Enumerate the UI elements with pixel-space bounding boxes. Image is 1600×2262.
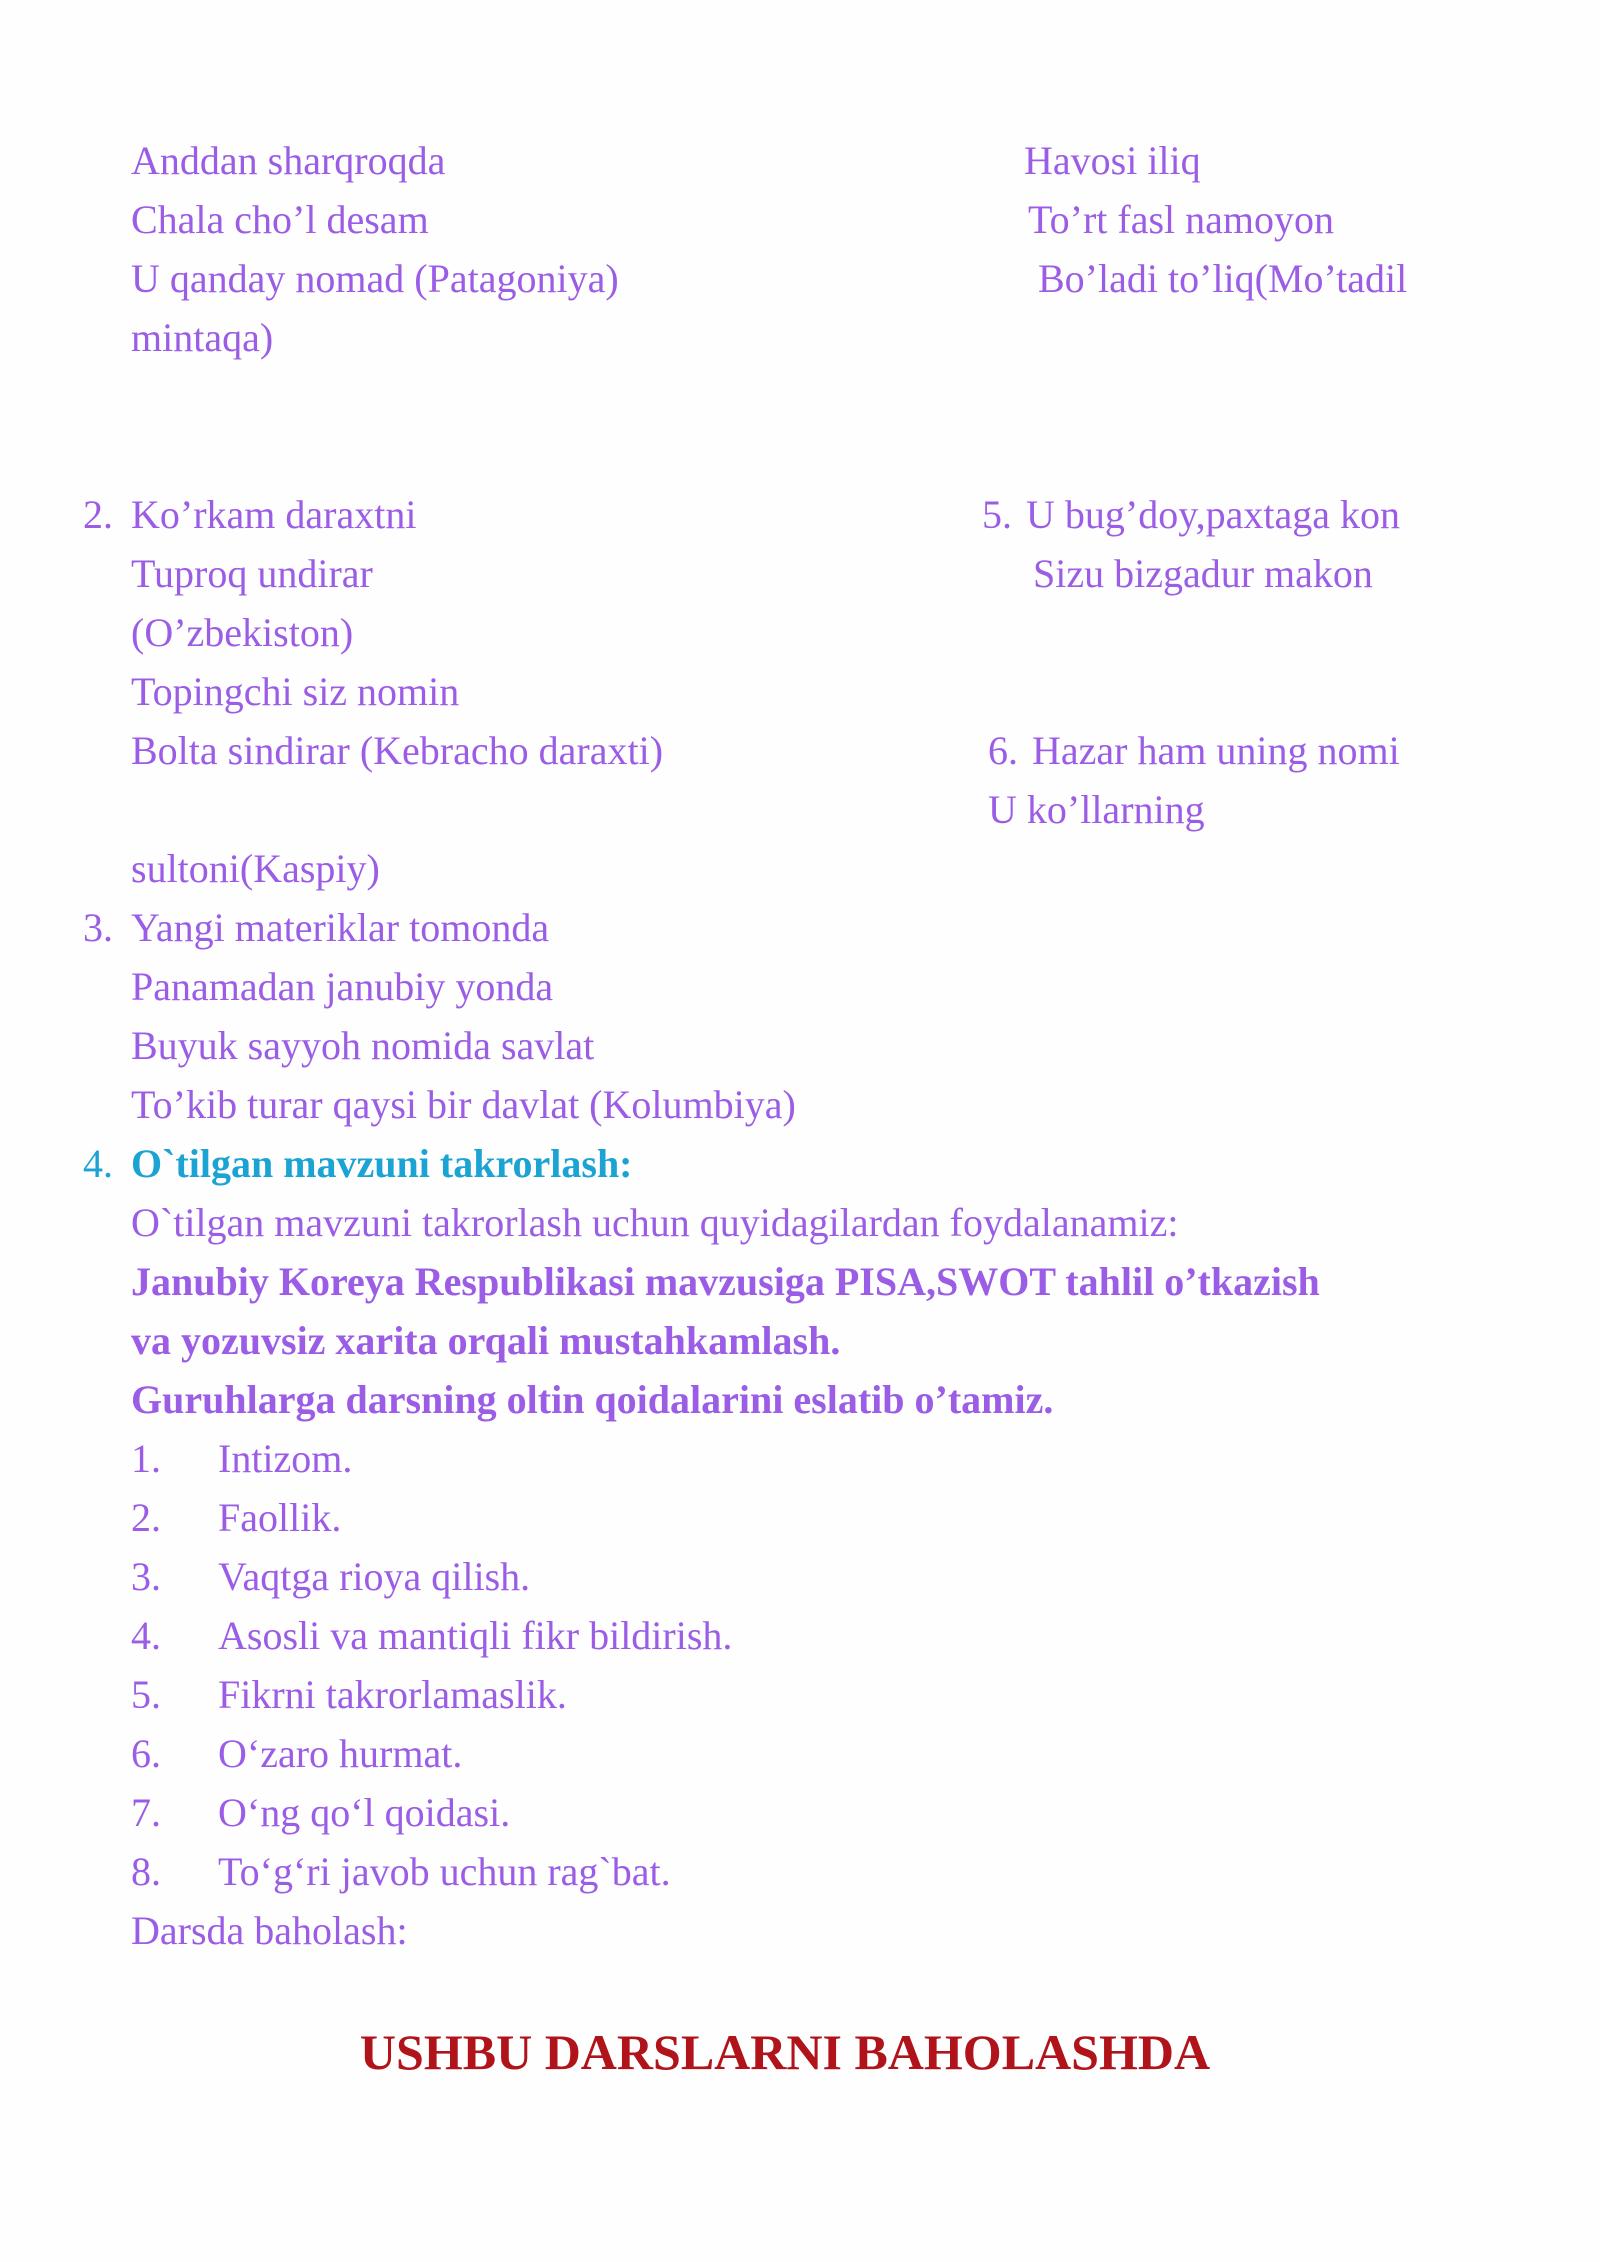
assessment-label: Darsda baholash:	[131, 1908, 408, 1953]
section-bold-line: Janubiy Koreya Respublikasi mavzusiga PISA,SWOT tahlil o’tkazish	[131, 1259, 1320, 1304]
rule-text: O‘zaro hurmat.	[218, 1731, 463, 1776]
riddle-2-line: Bolta sindirar (Kebracho daraxti)	[131, 728, 664, 773]
riddle-3-line: Panamadan janubiy yonda	[131, 964, 554, 1009]
riddle-6-answer: sultoni(Kaspiy)	[131, 846, 380, 891]
riddle-6-line: U ko’llarning	[988, 787, 1205, 832]
riddle-right-line: Havosi iliq	[1024, 138, 1201, 183]
riddle-6-line: Hazar ham uning nomi	[1032, 728, 1400, 773]
riddle-2-line: Ko’rkam daraxtni	[131, 492, 417, 537]
riddle-3-line: Buyuk sayyoh nomida savlat	[131, 1023, 595, 1068]
rule-text: Fikrni takrorlamaslik.	[218, 1672, 567, 1717]
riddle-3-line: To’kib turar qaysi bir davlat (Kolumbiya)	[131, 1082, 796, 1127]
section-heading: O`tilgan mavzuni takrorlash:	[131, 1141, 633, 1186]
riddle-number: 6.	[988, 728, 1018, 773]
riddle-number: 5.	[982, 492, 1012, 537]
riddle-top-line: U qanday nomad (Patagoniya)	[131, 256, 619, 301]
riddle-5-line: U bug’doy,paxtaga kon	[1026, 492, 1400, 537]
rule-number: 2.	[131, 1495, 161, 1540]
rule-text: O‘ng qo‘l qoidasi.	[218, 1790, 511, 1835]
section-intro: O`tilgan mavzuni takrorlash uchun quyidagilardan foydalanamiz:	[131, 1200, 1179, 1245]
riddle-right-line: Bo’ladi to’liq(Mo’tadil	[1038, 256, 1408, 301]
rule-text: Faollik.	[218, 1495, 342, 1540]
rule-number: 8.	[131, 1849, 161, 1894]
rule-number: 7.	[131, 1790, 161, 1835]
section-bold-line: Guruhlarga darsning oltin qoidalarini eslatib o’tamiz.	[131, 1377, 1054, 1422]
rule-text: To‘g‘ri javob uchun rag`bat.	[218, 1849, 671, 1894]
rule-number: 4.	[131, 1613, 161, 1658]
riddle-2-line: (O’zbekiston)	[131, 610, 354, 655]
rule-number: 6.	[131, 1731, 161, 1776]
footer-title: USHBU DARSLARNI BAHOLASHDA	[359, 2024, 1211, 2080]
riddle-2-line: Topingchi siz nomin	[131, 669, 460, 714]
riddle-top-line: Chala cho’l desam	[131, 197, 429, 242]
rule-number: 5.	[131, 1672, 161, 1717]
rule-text: Vaqtga rioya qilish.	[218, 1554, 531, 1599]
section-bold-line: va yozuvsiz xarita orqali mustahkamlash.	[131, 1318, 841, 1363]
riddle-2-line: Tuproq undirar	[131, 551, 373, 596]
riddle-top-line: Anddan sharqroqda	[131, 138, 446, 183]
section-number: 4.	[83, 1141, 113, 1186]
riddle-5-line: Sizu bizgadur makon	[1033, 551, 1373, 596]
rule-number: 1.	[131, 1436, 161, 1481]
riddle-number: 3.	[83, 905, 113, 950]
rule-number: 3.	[131, 1554, 161, 1599]
rule-text: Asosli va mantiqli fikr bildirish.	[218, 1613, 733, 1658]
riddle-number: 2.	[83, 492, 113, 537]
riddle-right-line: To’rt fasl namoyon	[1028, 197, 1335, 242]
riddle-top-line: mintaqa)	[131, 315, 274, 360]
riddle-3-line: Yangi materiklar tomonda	[131, 905, 550, 950]
rule-text: Intizom.	[218, 1436, 353, 1481]
